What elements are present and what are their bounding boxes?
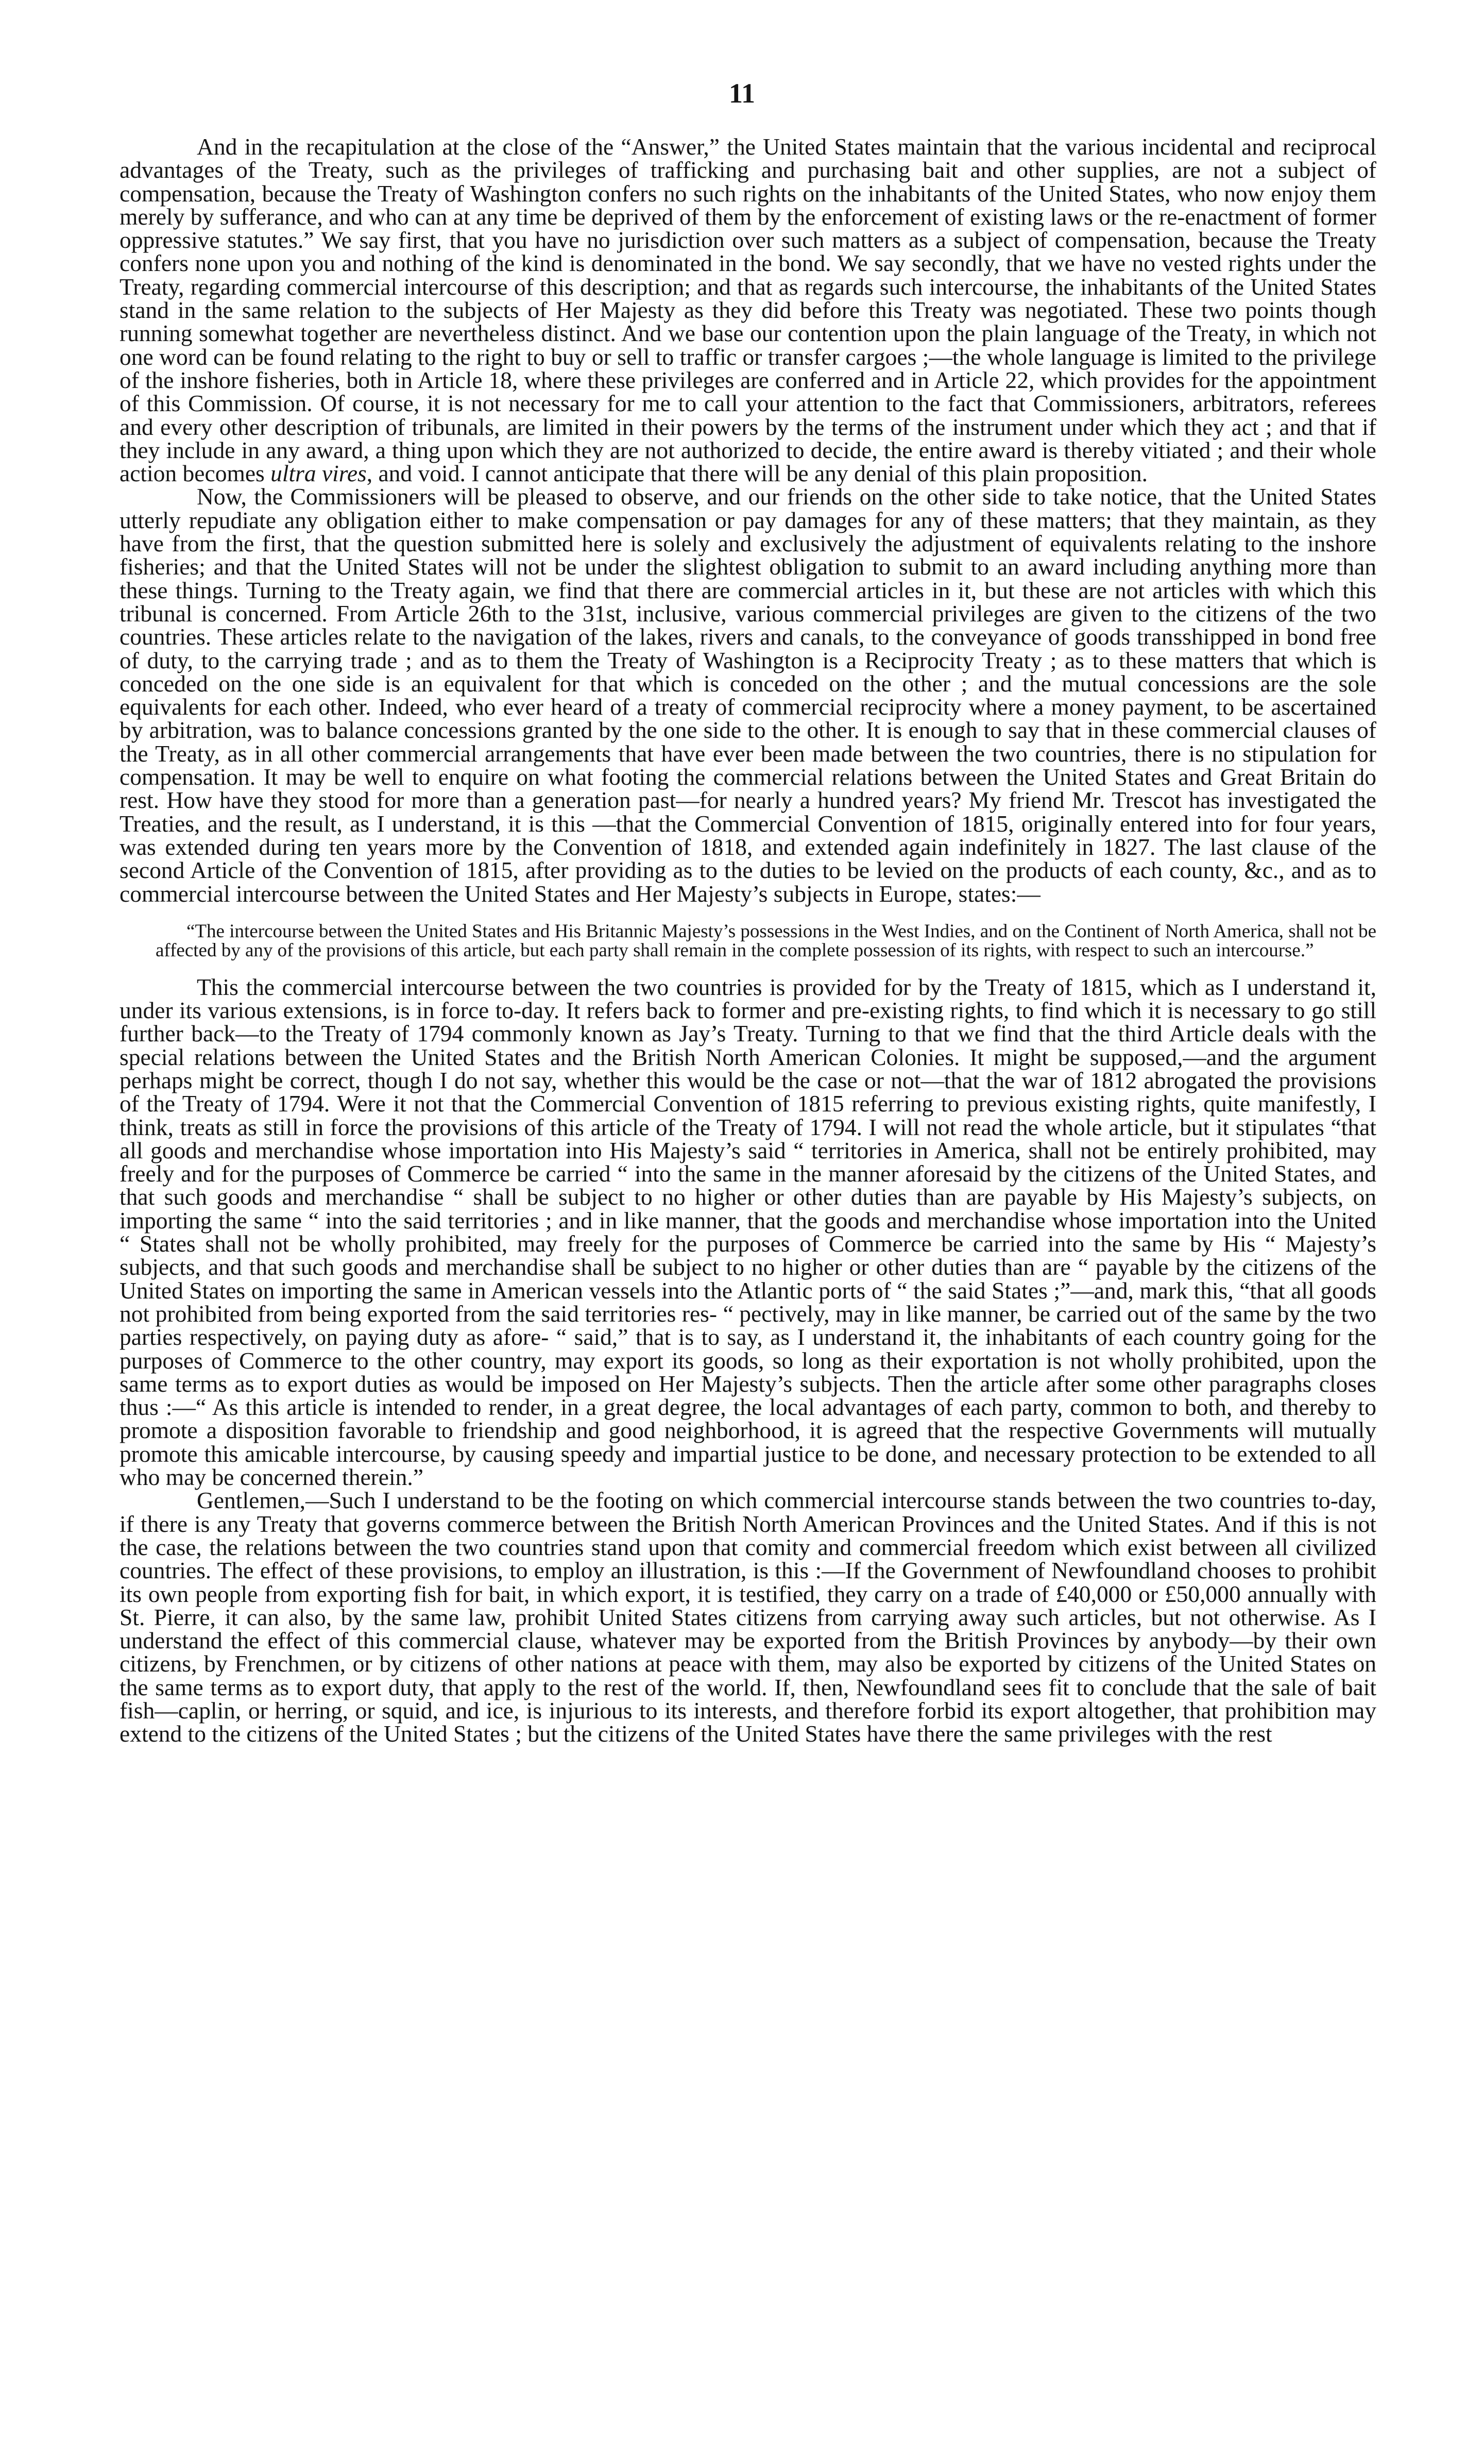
page-body <box>120 135 1376 1746</box>
block-quote-convention: “The intercourse between the United States and His Britannic Majesty’s possessions in the West Indies, and on the Continent of North America, shall not be affected by any of the provisions of this article, but each party shall remain in the complete possession of its rights, with respect to such an intercourse.” <box>156 920 1376 961</box>
italic-phrase: ultra vires <box>270 460 367 487</box>
paragraph-commercial-intercourse: This the commercial intercourse between the two countries is provided for by the Treaty of 1815, which as I understand it, under its various extensions, is in force to-day. It refers back to former and pre-existing rights, to find which it is necessary to go still further back—to the Treaty of 1794 commonly known as Jay’s Treaty. Turning to that we find that the third Article deals with the special relations between the United States and the British North American Colonies. It might be supposed,—and the argument perhaps might be correct, though I do not say, whether this would be the case or not—that the war of 1812 abrogated the provisions of the Treaty of 1794. Were it not that the Commercial Convention of 1815 referring to previous existing rights, quite manifestly, I think, treats as still in force the provisions of this article of the Treaty of 1794. I will not read the whole article, but it stipulates “that all goods and merchandise whose importation into His Majesty’s said “ territories in America, shall not be entirely prohibited, may freely and for the purposes of Commerce be carried “ into the same in the manner aforesaid by the citizens of the United States, and that such goods and merchandise “ shall be subject to no higher or other duties than are payable by His Majesty’s subjects, on importing the same “ into the said territories ; and in like manner, that the goods and merchandise whose importation into the United “ States shall not be wholly prohibited, may freely for the purposes of Commerce be carried into the same by His “ Majesty’s subjects, and that such goods and merchandise shall be subject to no higher or other duties than are “ payable by the citizens of the United States on importing the same in American vessels into the Atlantic ports of “ the said States ;”—and, mark this, “that all goods not prohibited from being exported from the said territories res- “ pectively, may in like manner, be carried out of the same by the two parties respectively, on paying duty as afore- “ said,” that is to say, as I understand it, the inhabitants of each country going for the purposes of Commerce to the other country, may export its goods, so long as their exportation is not wholly prohibited, upon the same terms as to export duties as would be imposed on Her Majesty’s subjects. Then the article after some other paragraphs closes thus :—“ As this article is intended to render, in a great degree, the local advantages of each party, common to both, and thereby to promote a disposition favorable to friendship and good neighborhood, it is agreed that the respective Governments will mutually promote this amicable intercourse, by causing speedy and impartial justice to be done, and necessary protection to be extended to all who may be concerned therein.” <box>120 973 1376 1491</box>
paragraph-recapitulation <box>120 135 1376 485</box>
paragraph-gentlemen: Gentlemen,—Such I understand to be the footing on which commercial intercourse stands between the two countries to-day, if there is any Treaty that governs commerce between the British North American Provinces and the United States. And if this is not the case, the relations between the two countries stand upon that comity and commercial freedom which exist between all civilized countries. The effect of these provisions, to employ an illustration, is this :—If the Government of Newfoundland chooses to prohibit its own people from exporting fish for bait, in which export, it is testified, they carry on a trade of £40,000 or £50,000 annually with St. Pierre, it can also, by the same law, prohibit United States citizens from carrying away such articles, but not otherwise. As I understand the effect of this commercial clause, whatever may be exported from the British Provinces by anybody—by their own citizens, by Frenchmen, or by citizens of other nations at peace with them, may also be exported by citizens of the United States on the same terms as to export duty, that apply to the rest of the world. If, then, Newfoundland sees fit to conclude that the sale of bait fish—caplin, or herring, or squid, and ice, is injurious to its interests, and therefore forbid its export altogether, that prohibition may extend to the citizens of the United States ; but the citizens of the United States have there the same privileges with the rest <box>120 1487 1376 1747</box>
paragraph-commissioners: Now, the Commissioners will be pleased to observe, and our friends on the other side to take notice, that the United States utterly repudiate any obligation either to make compensation or pay damages for any of these matters; that they maintain, as they have from the first, that the question submitted here is solely and exclusively the adjustment of equivalents relating to the inshore fisheries; and that the United States will not be under the slightest obligation to submit to an award including anything more than these things. Turning to the Treaty again, we find that there are commercial articles in it, but these are not articles with which this tribunal is concerned. From Article 26th to the 31st, inclusive, various commercial privileges are given to the citizens of the two countries. These articles relate to the navigation of the lakes, rivers and canals, to the conveyance of goods transshipped in bond free of duty, to the carrying trade ; and as to them the Treaty of Washington is a Reciprocity Treaty ; as to these matters that which is conceded on the one side is an equivalent for that which is conceded on the other ; and the mutual concessions are the sole equivalents for each other. Indeed, who ever heard of a treaty of commercial reciprocity where a money payment, to be ascertained by arbitration, was to balance concessions granted by the one side to the other. It is enough to say that in these commercial clauses of the Treaty, as in all other commercial arrangements that have ever been made between the two countries, there is no stipulation for compensation. It may be well to enquire on what footing the commercial relations between the United States and Great Britain do rest. How have they stood for more than a generation past—for nearly a hundred years? My friend Mr. Trescot has investigated the Treaties, and the result, as I understand, it is this —that the Commercial Convention of 1815, originally entered into for four years, was extended during ten years more by the Convention of 1818, and extended again indefinitely in 1827. The last clause of the second Article of the Convention of 1815, after providing as to the duties to be levied on the products of each county, &c., and as to commercial intercourse between the United States and Her Majesty’s subjects in Europe, states:— <box>120 483 1376 907</box>
page-number: 11 <box>728 78 756 109</box>
paragraph-text: And in the recapitulation at the close of the “Answer,” the United States maintain that the various incidental and reciprocal advantages of the Treaty, such as the privileges of trafficking and purchasing bait and other supplies, are not a subject of compensation, because the Treaty of Washington confers no such rights on the inhabitants of the United States, who now enjoy them merely by sufferance, and who can at any time be deprived of them by the enforcement of existing laws or the re-enactment of former oppressive statutes.” We say first, that you have no jurisdiction over such matters as a subject of compensation, because the Treaty confers none upon you and nothing of the kind is denominated in the bond. We say secondly, that we have no vested rights under the Treaty, regarding commercial intercourse of this description; and that as regards such intercourse, the inhabitants of the United States stand in the same relation to the subjects of Her Majesty as they did before this Treaty was negotiated. These two points though running somewhat together are nevertheless distinct. And we base our contention upon the plain language of the Treaty, in which not one word can be found relating to the right to buy or sell to traffic or transfer cargoes ;—the whole language is limited to the privilege of the inshore fisheries, both in Article 18, where these privileges are conferred and in Article 22, which provides for the appointment of this Commission. Of course, it is not necessary for me to call your attention to the fact that Commissioners, arbitrators, referees and every other description of tribunals, are limited in their powers by the terms of the instrument under which they act ; and that if they include in any award, a thing upon which they are not authorized to decide, the entire award is thereby vitiated ; and their whole action becomes <box>120 133 1376 487</box>
paragraph-text: , and void. I cannot anticipate that there will be any denial of this plain proposition. <box>366 460 1148 487</box>
